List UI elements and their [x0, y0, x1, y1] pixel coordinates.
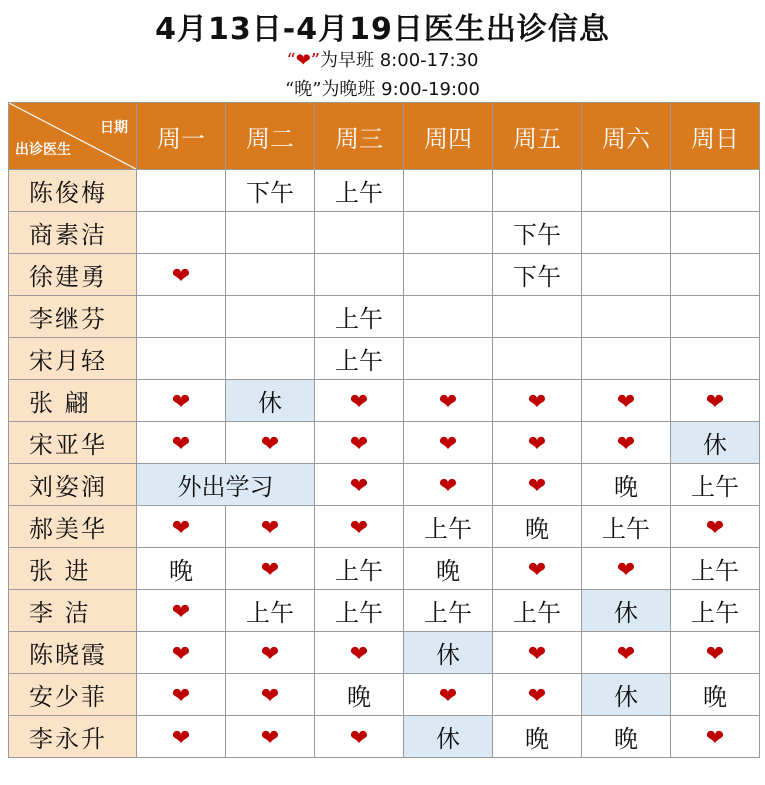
- shift-cell-off: [226, 380, 315, 422]
- shift-cell-early: [137, 380, 226, 422]
- shift-cell: [493, 212, 582, 254]
- shift-value: 上午: [246, 599, 294, 627]
- shift-cell-empty: [582, 296, 671, 338]
- shift-cell: [226, 170, 315, 212]
- heart-icon: ❤: [616, 389, 636, 415]
- doctor-name: 宋亚华: [9, 422, 137, 464]
- shift-value: 晚: [614, 725, 638, 753]
- shift-cell-empty: [671, 212, 760, 254]
- shift-value: 上午: [513, 599, 561, 627]
- doctor-name: 陈晓霞: [9, 632, 137, 674]
- legend-late-time: 9:00-19:00: [381, 79, 480, 100]
- shift-cell-early: [404, 674, 493, 716]
- shift-cell-empty: [671, 254, 760, 296]
- shift-cell-early: [582, 632, 671, 674]
- heart-icon: ❤: [349, 515, 369, 541]
- heart-icon: ❤: [260, 431, 280, 457]
- shift-cell: [226, 590, 315, 632]
- shift-cell-early: [493, 632, 582, 674]
- shift-cell: [315, 674, 404, 716]
- shift-cell: [493, 506, 582, 548]
- shift-value: 上午: [335, 305, 383, 333]
- shift-cell-early: [404, 464, 493, 506]
- table-row: [9, 548, 760, 590]
- shift-value: 休: [614, 599, 638, 627]
- shift-value: 下午: [513, 221, 561, 249]
- heart-icon: ❤: [616, 557, 636, 583]
- header-day: 周二: [226, 103, 315, 170]
- shift-cell: [315, 170, 404, 212]
- heart-icon: ❤: [171, 725, 191, 751]
- shift-cell: [404, 506, 493, 548]
- shift-cell-empty: [671, 338, 760, 380]
- shift-value: 休: [436, 641, 460, 669]
- shift-cell-empty: [493, 338, 582, 380]
- shift-cell-empty: [582, 170, 671, 212]
- heart-icon: ❤: [616, 431, 636, 457]
- shift-cell: [582, 716, 671, 758]
- legend-early-text: 为早班: [319, 50, 374, 71]
- heart-icon: ❤: [705, 515, 725, 541]
- shift-cell-empty: [671, 170, 760, 212]
- doctor-name: 李 洁: [9, 590, 137, 632]
- legend-late-shift: [0, 75, 765, 101]
- shift-value: 下午: [513, 263, 561, 291]
- shift-value: 晚: [169, 557, 193, 585]
- shift-value: 晚: [436, 557, 460, 585]
- shift-cell-empty: [493, 296, 582, 338]
- shift-value: 上午: [335, 179, 383, 207]
- doctor-name: 刘姿润: [9, 464, 137, 506]
- shift-cell: [404, 548, 493, 590]
- shift-cell: [671, 674, 760, 716]
- shift-cell-early: [493, 380, 582, 422]
- shift-cell-early: [671, 380, 760, 422]
- heart-icon: ❤: [349, 473, 369, 499]
- shift-cell-off: [404, 716, 493, 758]
- shift-cell: [493, 716, 582, 758]
- shift-value: 上午: [424, 515, 472, 543]
- legend-early-time: 8:00-17:30: [379, 50, 479, 71]
- heart-icon: ❤: [527, 389, 547, 415]
- shift-cell-early: [671, 632, 760, 674]
- shift-cell-early: [493, 674, 582, 716]
- shift-cell-early: [315, 422, 404, 464]
- shift-value: 上午: [335, 599, 383, 627]
- shift-cell-empty: [315, 212, 404, 254]
- table-row: [9, 716, 760, 758]
- shift-value: 上午: [691, 473, 739, 501]
- shift-cell: [137, 548, 226, 590]
- doctor-name: 安少菲: [9, 674, 137, 716]
- shift-cell-empty: [315, 254, 404, 296]
- header-day: 周日: [671, 103, 760, 170]
- shift-cell-early: [137, 674, 226, 716]
- heart-icon: ❤: [171, 641, 191, 667]
- doctor-name: 陈俊梅: [9, 170, 137, 212]
- shift-cell-early: [137, 506, 226, 548]
- shift-cell-empty: [226, 296, 315, 338]
- schedule-body: [9, 170, 760, 758]
- heart-icon: ❤: [527, 473, 547, 499]
- corner-doctor-label: 出诊医生: [15, 142, 71, 158]
- shift-cell-early: [137, 422, 226, 464]
- table-row: [9, 338, 760, 380]
- shift-cell-early: [671, 506, 760, 548]
- shift-cell-empty: [137, 296, 226, 338]
- shift-cell-early: [404, 380, 493, 422]
- doctor-name: 张 翩: [9, 380, 137, 422]
- shift-cell-early: [137, 716, 226, 758]
- heart-icon: ❤: [705, 389, 725, 415]
- table-row: [9, 296, 760, 338]
- legend-close-quote: ”: [310, 50, 320, 71]
- shift-cell-empty: [582, 212, 671, 254]
- shift-cell-empty: [404, 212, 493, 254]
- shift-value: 晚: [614, 473, 638, 501]
- shift-cell: [671, 590, 760, 632]
- shift-value: 上午: [691, 599, 739, 627]
- shift-value: 晚: [347, 683, 371, 711]
- heart-icon: ❤: [171, 515, 191, 541]
- header-day: 周五: [493, 103, 582, 170]
- heart-icon: ❤: [260, 683, 280, 709]
- shift-cell-empty: [404, 296, 493, 338]
- shift-value: 休: [703, 431, 727, 459]
- shift-cell-early: [137, 632, 226, 674]
- shift-cell-empty: [226, 212, 315, 254]
- heart-icon: ❤: [438, 389, 458, 415]
- heart-icon: ❤: [260, 557, 280, 583]
- shift-cell: [315, 590, 404, 632]
- heart-icon: ❤: [349, 641, 369, 667]
- doctor-name: 商素洁: [9, 212, 137, 254]
- shift-cell: [671, 548, 760, 590]
- shift-cell: [315, 296, 404, 338]
- shift-cell: [315, 548, 404, 590]
- table-row: [9, 674, 760, 716]
- header-day: 周三: [315, 103, 404, 170]
- shift-value: 上午: [335, 557, 383, 585]
- heart-icon: ❤: [616, 641, 636, 667]
- shift-cell-early: [582, 380, 671, 422]
- shift-cell: [582, 506, 671, 548]
- shift-cell-off: [137, 464, 315, 506]
- heart-icon: ❤: [171, 683, 191, 709]
- heart-icon: ❤: [260, 515, 280, 541]
- doctor-name: 郝美华: [9, 506, 137, 548]
- table-row: [9, 254, 760, 296]
- table-row: [9, 380, 760, 422]
- heart-icon: ❤: [171, 263, 191, 289]
- shift-cell-early: [493, 422, 582, 464]
- legend-late-text: 为晚班: [321, 79, 376, 100]
- heart-icon: ❤: [705, 725, 725, 751]
- table-row: [9, 506, 760, 548]
- heart-icon: ❤: [349, 725, 369, 751]
- table-row: [9, 464, 760, 506]
- shift-cell-early: [404, 422, 493, 464]
- shift-cell-empty: [404, 338, 493, 380]
- shift-cell-early: [137, 254, 226, 296]
- shift-cell-empty: [493, 170, 582, 212]
- legend-late-symbol: 晚: [294, 79, 313, 100]
- shift-cell-early: [493, 548, 582, 590]
- shift-cell-empty: [137, 338, 226, 380]
- heart-icon: ❤: [438, 473, 458, 499]
- shift-cell-early: [315, 632, 404, 674]
- shift-cell-off: [404, 632, 493, 674]
- heart-icon: ❤: [349, 389, 369, 415]
- table-row: [9, 212, 760, 254]
- schedule-table: [8, 102, 760, 758]
- shift-cell-early: [582, 422, 671, 464]
- shift-value: 休: [258, 389, 282, 417]
- shift-cell: [493, 254, 582, 296]
- shift-cell-early: [582, 548, 671, 590]
- heart-icon: ❤: [438, 683, 458, 709]
- shift-cell-empty: [404, 254, 493, 296]
- heart-icon: ❤: [171, 599, 191, 625]
- shift-cell-early: [671, 716, 760, 758]
- shift-value: 上午: [602, 515, 650, 543]
- shift-value: 晚: [703, 683, 727, 711]
- shift-cell-early: [226, 422, 315, 464]
- shift-cell: [582, 464, 671, 506]
- shift-value: 休: [436, 725, 460, 753]
- heart-icon: ❤: [438, 431, 458, 457]
- shift-cell-empty: [582, 254, 671, 296]
- heart-icon: ❤: [527, 641, 547, 667]
- shift-cell-early: [226, 548, 315, 590]
- heart-icon: ❤: [295, 50, 311, 71]
- shift-cell-early: [226, 674, 315, 716]
- shift-value: 晚: [525, 725, 549, 753]
- heart-icon: ❤: [260, 641, 280, 667]
- shift-cell-off: [582, 674, 671, 716]
- heart-icon: ❤: [705, 641, 725, 667]
- shift-cell-early: [226, 716, 315, 758]
- shift-cell-early: [137, 590, 226, 632]
- heart-icon: ❤: [171, 389, 191, 415]
- doctor-name: 徐建勇: [9, 254, 137, 296]
- doctor-name: 张 进: [9, 548, 137, 590]
- shift-value: 休: [614, 683, 638, 711]
- shift-cell-empty: [582, 338, 671, 380]
- shift-value: 晚: [525, 515, 549, 543]
- shift-cell: [671, 464, 760, 506]
- heart-icon: ❤: [171, 431, 191, 457]
- heart-icon: ❤: [260, 725, 280, 751]
- shift-cell-off: [582, 590, 671, 632]
- heart-icon: ❤: [527, 683, 547, 709]
- legend-open-quote: “: [286, 50, 296, 71]
- shift-cell-early: [315, 464, 404, 506]
- header-day: 周六: [582, 103, 671, 170]
- legend-early-shift: [0, 46, 765, 72]
- shift-value: 外出学习: [177, 473, 274, 501]
- shift-cell-off: [671, 422, 760, 464]
- page-title: 4月13日-4月19日医生出诊信息: [155, 12, 610, 47]
- doctor-name: 宋月轻: [9, 338, 137, 380]
- header-day: 周一: [137, 103, 226, 170]
- shift-value: 下午: [246, 179, 294, 207]
- shift-cell-empty: [226, 254, 315, 296]
- shift-cell-early: [226, 632, 315, 674]
- shift-cell-empty: [137, 212, 226, 254]
- shift-cell: [404, 590, 493, 632]
- shift-cell-early: [315, 506, 404, 548]
- shift-cell-early: [315, 716, 404, 758]
- shift-cell-empty: [671, 296, 760, 338]
- legend-open-quote: “: [285, 79, 295, 100]
- shift-cell: [315, 338, 404, 380]
- shift-cell-empty: [226, 338, 315, 380]
- shift-cell-empty: [137, 170, 226, 212]
- heart-icon: ❤: [349, 431, 369, 457]
- shift-cell-empty: [404, 170, 493, 212]
- header-day: 周四: [404, 103, 493, 170]
- table-row: [9, 422, 760, 464]
- legend-close-quote: ”: [312, 79, 322, 100]
- table-row: [9, 632, 760, 674]
- doctor-name: 李继芬: [9, 296, 137, 338]
- doctor-name: 李永升: [9, 716, 137, 758]
- header-corner-cell: [9, 103, 137, 170]
- table-row: [9, 170, 760, 212]
- table-row: [9, 590, 760, 632]
- heart-icon: ❤: [527, 557, 547, 583]
- corner-date-label: 日期: [100, 120, 128, 136]
- shift-cell-early: [226, 506, 315, 548]
- header-row: [9, 103, 760, 170]
- shift-value: 上午: [691, 557, 739, 585]
- shift-value: 上午: [424, 599, 472, 627]
- shift-value: 上午: [335, 347, 383, 375]
- heart-icon: ❤: [527, 431, 547, 457]
- shift-cell-early: [315, 380, 404, 422]
- shift-cell: [493, 590, 582, 632]
- shift-cell-early: [493, 464, 582, 506]
